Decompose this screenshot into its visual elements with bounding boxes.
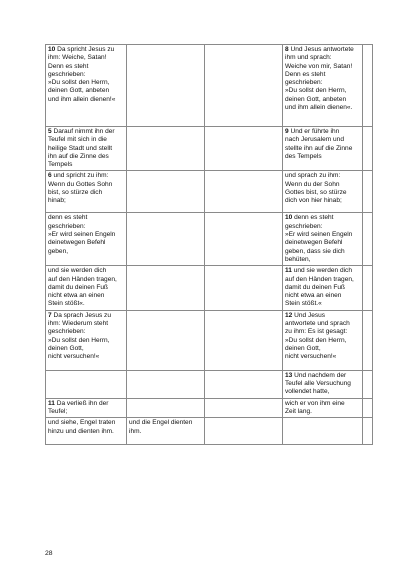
- synopsis-table: [45, 44, 373, 445]
- verse-text: wich er von ihm eine Zeit lang.: [285, 399, 345, 415]
- table-cell: [363, 310, 373, 370]
- table-cell: [127, 45, 205, 127]
- table-cell: [363, 171, 373, 213]
- table-cell: [363, 370, 373, 398]
- table-cell: [127, 370, 205, 398]
- verse-text: Und Jesus antwortete ihm und sprach: Weiche von mir, Satan! Denn es steht geschrieben: »Du sollst den Herrn, deinen Gott, anbeten und ihm allein dienen«.: [285, 46, 354, 112]
- table-row: [46, 266, 373, 310]
- verse-number: 11: [285, 267, 292, 275]
- table-cell: [205, 418, 283, 445]
- table-cell: [205, 398, 283, 418]
- table-cell: [127, 398, 205, 418]
- table-cell: [283, 398, 363, 418]
- table-cell: [283, 171, 363, 213]
- table-cell: [46, 266, 127, 310]
- table-cell: [283, 310, 363, 370]
- table-cell: [205, 266, 283, 310]
- table-cell: [205, 45, 283, 127]
- verse-text: Da verließ ihn der Teufel;: [48, 399, 109, 415]
- verse-number: 10: [48, 46, 56, 53]
- table-cell: [46, 418, 127, 445]
- table-cell: [363, 45, 373, 127]
- table-cell: [127, 266, 205, 310]
- table-cell: [363, 398, 373, 418]
- verse-text: Darauf nimmt ihn der Teufel mit sich in die heilige Stadt und stellt ihn auf die Zinne des Tempels: [48, 128, 115, 169]
- table-cell: [46, 398, 127, 418]
- table-row: [46, 45, 373, 127]
- table-cell: [127, 310, 205, 370]
- table-cell: [283, 213, 363, 266]
- verse-text: Und Jesus antwortete und sprach zu ihm: Es ist gesagt: »Du sollst den Herrn, deinen Gott, nicht versuchen!«: [285, 311, 350, 361]
- verse-text: Da sprach Jesus zu ihm: Wiederum steht geschrieben: »Du sollst den Herrn, deinen Gott, nicht versuchen!«: [48, 311, 111, 361]
- table-row: [46, 418, 373, 445]
- table-cell: [205, 370, 283, 398]
- table-cell: [363, 418, 373, 445]
- table-cell: [205, 213, 283, 266]
- table-cell: [127, 171, 205, 213]
- table-cell: [283, 370, 363, 398]
- table-cell: [127, 127, 205, 171]
- verse-number: 11: [48, 399, 55, 407]
- table-cell: [205, 171, 283, 213]
- verse-number: 6: [48, 172, 52, 180]
- verse-text: Und er führte ihn nach Jerusalem und stellte ihn auf die Zinne des Tempels: [285, 128, 353, 160]
- table-row: [46, 171, 373, 213]
- verse-text: und sprach zu ihm: Wenn du der Sohn Gottes bist, so stürze dich von hier hinab;: [285, 172, 347, 205]
- table-row: [46, 310, 373, 370]
- verse-number: 12: [285, 311, 293, 319]
- verse-number: 8: [285, 46, 289, 53]
- verse-text: denn es steht geschrieben: »Er wird seinen Engeln deinetwegen Befehl geben, dass sie dich behüten,: [285, 214, 353, 263]
- table-cell: [205, 310, 283, 370]
- table-cell: [283, 418, 363, 445]
- synopsis-table-body: [46, 45, 373, 445]
- table-row: [46, 370, 373, 398]
- verse-number: 5: [48, 128, 52, 135]
- table-cell: [363, 266, 373, 310]
- table-cell: [46, 45, 127, 127]
- table-cell: [46, 127, 127, 171]
- table-cell: [127, 418, 205, 445]
- verse-text: und spricht zu ihm: Wenn du Gottes Sohn bist, so stürze dich hinab;: [48, 172, 113, 205]
- table-row: [46, 127, 373, 171]
- table-cell: [283, 45, 363, 127]
- table-cell: [363, 127, 373, 171]
- verse-number: 10: [285, 214, 293, 222]
- table-cell: [283, 266, 363, 310]
- verse-text: und siehe, Engel traten hinzu und dienten ihm.: [48, 419, 116, 435]
- verse-number: 7: [48, 311, 52, 319]
- verse-text: Da spricht Jesus zu ihm: Weiche, Satan! Denn es steht geschrieben: »Du sollst den Herrn, deinen Gott, anbeten und ihm allein dienen!«: [48, 46, 116, 103]
- table-cell: [46, 171, 127, 213]
- verse-text: Und nachdem der Teufel alle Versuchung vollendet hatte,: [285, 371, 351, 396]
- table-cell: [127, 213, 205, 266]
- table-cell: [46, 213, 127, 266]
- verse-text: denn es steht geschrieben: »Er wird seinen Engeln deinetwegen Befehl geben,: [48, 214, 116, 255]
- table-cell: [283, 127, 363, 171]
- page-number: 28: [45, 550, 53, 557]
- table-cell: [363, 213, 373, 266]
- table-row: [46, 398, 373, 418]
- verse-number: 13: [285, 371, 293, 379]
- table-cell: [205, 127, 283, 171]
- verse-text: und die Engel dienten ihm.: [129, 419, 193, 435]
- table-row: [46, 213, 373, 266]
- table-cell: [46, 310, 127, 370]
- table-cell: [46, 370, 127, 398]
- verse-text: und sie werden dich auf den Händen tragen, damit du deinen Fuß nicht etwa an einen Stein stößt.«: [285, 267, 354, 308]
- verse-text: und sie werden dich auf den Händen tragen, damit du deinen Fuß nicht etwa an einen Stein stößt«.: [48, 267, 117, 308]
- verse-number: 9: [285, 128, 289, 135]
